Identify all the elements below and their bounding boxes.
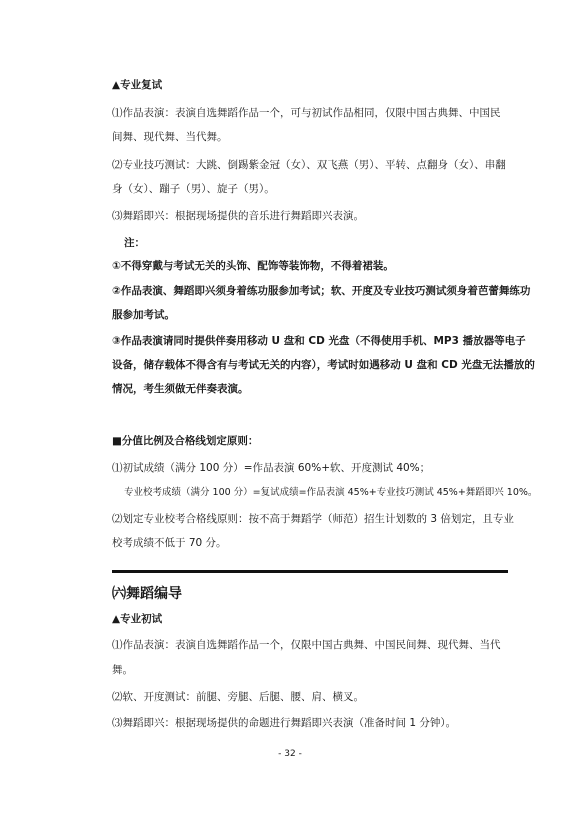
paragraph-line: ⑶舞蹈即兴：根据现场提供的音乐进行舞蹈即兴表演。 bbox=[112, 210, 364, 222]
note-item: ②作品表演、舞蹈即兴须身着练功服参加考试；软、开度及专业技巧测试须身着芭蕾舞练功 bbox=[112, 285, 531, 297]
section-title-dance-choreography: ㈥舞蹈编导 bbox=[112, 586, 182, 602]
paragraph-line: 舞。 bbox=[112, 664, 133, 676]
paragraph-line: 身（女）、蹦子（男）、旋子（男）。 bbox=[112, 183, 275, 195]
paragraph-line: ⑵划定专业校考合格线原则：按不高于舞蹈学（师范）招生计划数的 3 倍划定，且专业 bbox=[112, 513, 514, 525]
section-divider bbox=[112, 570, 508, 573]
heading-professional-preliminary: ▲专业初试 bbox=[112, 613, 163, 625]
note-label: 注： bbox=[124, 237, 145, 249]
paragraph-line: ⑴初试成绩（满分 100 分）=作品表演 60%+软、开度测试 40%； bbox=[112, 462, 431, 474]
paragraph-line: 间舞、现代舞、当代舞。 bbox=[112, 131, 228, 143]
note-item: 设备，储存载体不得含有与考试无关的内容），考试时如遇移动 U 盘和 CD 光盘无法播放的 bbox=[112, 359, 535, 371]
paragraph-line: ⑶舞蹈即兴：根据现场提供的命题进行舞蹈即兴表演（准备时间 1 分钟）。 bbox=[112, 717, 457, 729]
note-item: ③作品表演请同时提供伴奏用移动 U 盘和 CD 光盘（不得使用手机、MP3 播放器等电子 bbox=[112, 335, 526, 347]
note-item: ①不得穿戴与考试无关的头饰、配饰等装饰物，不得着裙装。 bbox=[112, 260, 394, 272]
paragraph-line: ⑴作品表演：表演自选舞蹈作品一个，可与初试作品相同，仅限中国古典舞、中国民 bbox=[112, 107, 501, 119]
paragraph-line: ⑵软、开度测试：前腿、旁腿、后腿、腰、肩、横叉。 bbox=[112, 691, 364, 703]
heading-professional-retest: ▲专业复试 bbox=[112, 79, 163, 91]
paragraph-line: ⑴作品表演：表演自选舞蹈作品一个，仅限中国古典舞、中国民间舞、现代舞、当代 bbox=[112, 639, 501, 651]
paragraph-line: ⑵专业技巧测试：大跳、倒踢紫金冠（女）、双飞燕（男）、平转、点翻身（女）、串翻 bbox=[112, 159, 506, 171]
paragraph-line: 校考成绩不低于 70 分。 bbox=[112, 537, 227, 549]
heading-score-ratio: ■分值比例及合格线划定原则： bbox=[112, 435, 259, 447]
page-number: - 32 - bbox=[278, 749, 302, 759]
note-item: 服参加考试。 bbox=[112, 309, 175, 321]
note-item: 情况，考生须做无伴奏表演。 bbox=[112, 383, 249, 395]
paragraph-line: 专业校考成绩（满分 100 分）=复试成绩=作品表演 45%+专业技巧测试 45%+舞蹈即兴 10%。 bbox=[124, 487, 538, 498]
